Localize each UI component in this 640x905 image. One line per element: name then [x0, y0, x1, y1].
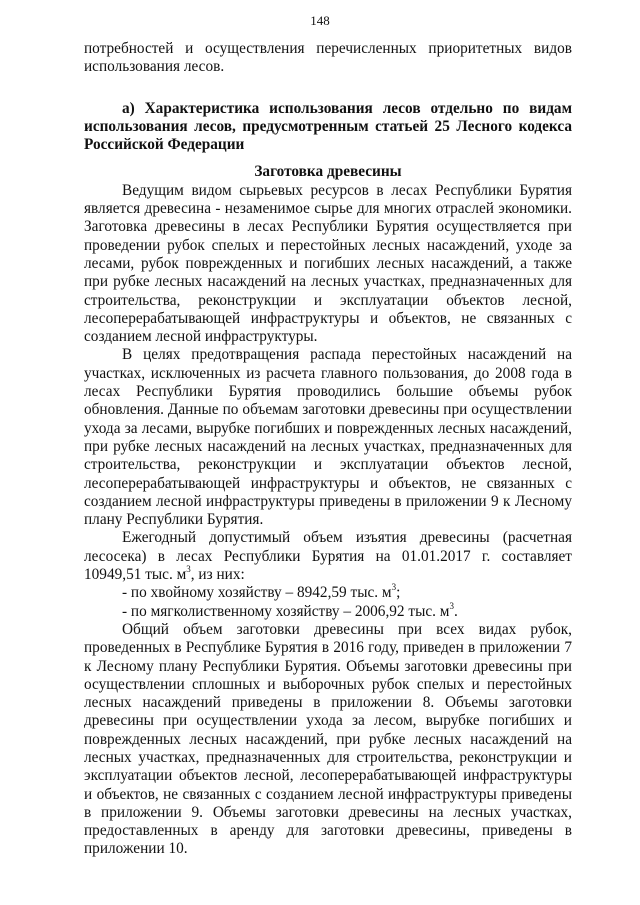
allowable-cut-tail: , из них:	[190, 566, 245, 584]
softwood-tail: .	[454, 602, 458, 620]
cubic-superscript: 3	[391, 582, 397, 593]
paragraph-total-harvest: Общий объем заготовки древесины при всех видах рубок, проведенных в Республике Бурятия в 2016 году, приведен в приложении 7 к Лесному плану Республики Бурятия. Объемы заготовки древесины при осуществлении сплошных и выборочных рубок спелых и перестойных лесных насаждений приведены в приложении 8. Объемы заготовки древесины при осуществлении ухода за лесом, вырубке погибших и поврежденных лесных насаждений, при рубке лесных насаждений на лесных участках, предназначенных для строительства, реконструкции и эксплуатации объектов лесной, лесоперерабатывающей инфраструктуры и объектов, не связанных с созданием лесной инфраструктуры приведены в приложении 9. Объемы заготовки древесины на лесных участках, предоставленных в аренду для заготовки древесины, приведены в приложении 10.	[84, 620, 572, 858]
paragraph-continuation: потребностей и осуществления перечисленных приоритетных видов использования лесов.	[84, 40, 572, 76]
paragraph-allowable-cut	[84, 529, 572, 584]
list-item-coniferous	[84, 584, 572, 602]
coniferous-text: - по хвойному хозяйству – 8942,59 тыс. м	[122, 584, 392, 602]
paragraph-leading-resource: Ведущим видом сырьевых ресурсов в лесах Республики Бурятия является древесина - незаменимое сырье для многих отраслей экономики. Заготовка древесины в лесах Республики Бурятия осуществляется при проведении рубок спелых и перестойных лесных насаждений, уходе за лесами, рубок поврежденных и погибших лесных насаждений, а также при рубке лесных насаждений на лесных участках, предназначенных для строительства, реконструкции и эксплуатации объектов лесной, лесоперерабатывающей инфраструктуры и объектов, не связанных с созданием лесной инфраструктуры.	[84, 181, 572, 346]
softwood-text: - по мягколиственному хозяйству – 2006,92 тыс. м	[122, 602, 450, 620]
list-item-softwood-deciduous	[84, 600, 572, 621]
page-number: 148	[310, 13, 330, 28]
cubic-superscript: 3	[186, 563, 191, 574]
cubic-superscript: 3	[449, 600, 454, 611]
section-heading: а) Характеристика использования лесов отдельно по видам использования лесов, предусмотренным статьей 25 Лесного кодекса Российской Федерации	[84, 99, 572, 154]
subsection-heading: Заготовка древесины	[254, 163, 402, 181]
coniferous-tail: ;	[396, 584, 401, 602]
paragraph-renewal-felling: В целях предотвращения распада перестойных насаждений на участках, исключенных из расчета главного пользования, до 2008 года в лесах Республики Бурятия проводились большие объемы рубок обновления. Данные по объемам заготовки древесины при осуществлении ухода за лесами, вырубке погибших и поврежденных лесных насаждений, при рубке лесных насаждений на лесных участках, предназначенных для строительства, реконструкции и эксплуатации объектов лесной, лесоперерабатывающей инфраструктуры и объектов, не связанных с созданием лесной инфраструктуры приведены в приложении 9 к Лесному плану Республики Бурятия.	[84, 346, 572, 529]
page-content	[84, 40, 572, 859]
allowable-cut-text: Ежегодный допустимый объем изъятия древесины (расчетная лесосека) в лесах Республики Бурятия на 01.01.2017 г. составляет 10949,51 тыс. м	[84, 529, 572, 584]
